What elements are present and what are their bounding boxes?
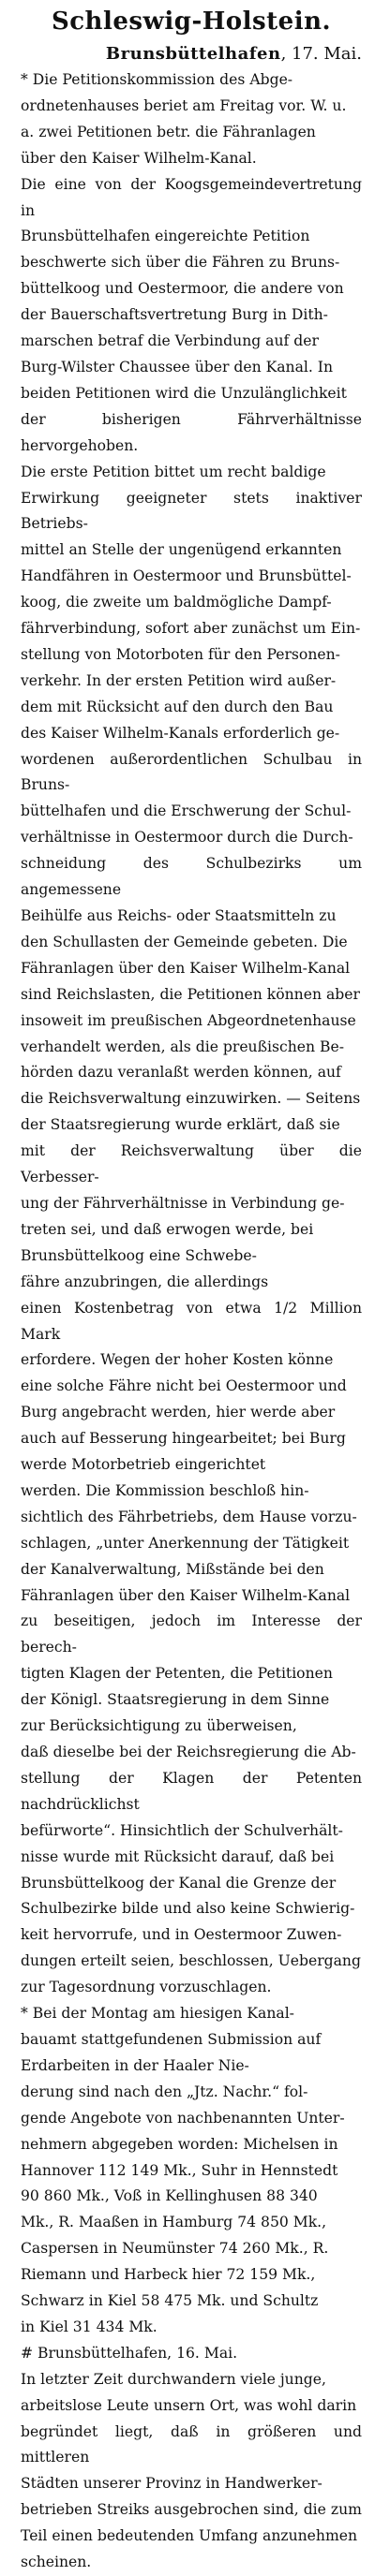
article-submission xyxy=(21,2001,362,2341)
text-line: * Die Petitionskommission des Abge- xyxy=(21,71,293,88)
text-line: Beihülfe aus Reichs- oder Staatsmitteln zu xyxy=(21,907,337,924)
text-line: Schulbezirke bilde und also keine Schwierig- xyxy=(21,1900,355,1918)
text-line: stellung von Motorboten für den Personen- xyxy=(21,645,340,663)
text-line: bauamt stattgefundenen Submission auf xyxy=(21,2030,322,2048)
text-line: Fähranlagen über den Kaiser Wilhelm-Kanal xyxy=(21,1586,351,1604)
text-line: 90 860 Mk., Voß in Kellinghusen 88 340 xyxy=(21,2187,318,2205)
text-line: Die eine von der Koogsgemeindevertretung in xyxy=(21,175,362,219)
text-line: Brunsbüttelkoog der Kanal die Grenze der xyxy=(21,1874,337,1892)
text-line: dungen erteilt seien, beschlossen, Uebergang xyxy=(21,1952,361,1970)
text-line: daß dieselbe bei der Reichsregierung die Ab- xyxy=(21,1744,356,1760)
text-line: beschwerte sich über die Fähren zu Bruns- xyxy=(21,254,340,272)
text-line: der Bauerschaftsvertretung Burg in Dith- xyxy=(21,306,328,324)
text-line: Brunsbüttelkoog eine Schwebe- xyxy=(21,1246,257,1264)
text-line: Erdarbeiten in der Haaler Nie- xyxy=(21,2056,249,2074)
text-line: zu beseitigen, jedoch im Interesse der berech- xyxy=(21,1612,362,1656)
text-line: büttelhafen und die Erschwerung der Schul- xyxy=(21,802,352,820)
text-line: * Bei der Montag am hiesigen Kanal- xyxy=(21,2005,294,2023)
text-line: schneidung des Schulbezirks um angemessene xyxy=(21,855,362,899)
text-line: treten sei, und daß erwogen werde, bei xyxy=(21,1220,314,1238)
text-line: Burg angebracht werden, hier werde aber xyxy=(21,1404,336,1421)
text-line: verkehr. In der ersten Petition wird außer- xyxy=(21,671,337,689)
text-line: der bisherigen Fährverhältnisse hervorgehoben. xyxy=(21,410,362,454)
text-line: derung sind nach den „Jtz. Nachr.“ fol- xyxy=(21,2083,308,2100)
text-line: schlagen, „unter Anerkennung der Tätigkeit xyxy=(21,1534,350,1552)
text-line: sichtlich des Fährbetriebs, dem Hause vorzu- xyxy=(21,1508,357,1525)
text-line: dem mit Rücksicht auf den durch den Bau xyxy=(21,698,334,715)
text-line: büttelkoog und Oestermoor, die andere von xyxy=(21,280,344,298)
text-line: Hannover 112 149 Mk., Suhr in Hennstedt xyxy=(21,2161,338,2179)
text-line: Die erste Petition bittet um recht baldige xyxy=(21,463,326,480)
article-brunsbuettelhafen xyxy=(21,2341,362,2576)
text-line: eine solche Fähre nicht bei Oestermoor und xyxy=(21,1377,347,1395)
text-line: in Kiel 31 434 Mk. xyxy=(21,2318,158,2335)
text-line: auch auf Besserung hingearbeitet; bei Burg xyxy=(21,1430,346,1448)
text-line: einen Kostenbetrag von etwa 1/2 Million Mark xyxy=(21,1299,362,1343)
text-line: Mk., R. Maaßen in Hamburg 74 850 Mk., xyxy=(21,2214,327,2231)
text-line: insoweit im preußischen Abgeordnetenhause xyxy=(21,1011,356,1029)
text-line: koog, die zweite um baldmögliche Dampf- xyxy=(21,594,332,611)
text-line: die Reichsverwaltung einzuwirken. — Seitens xyxy=(21,1090,361,1108)
text-line: erfordere. Wegen der hoher Kosten könne xyxy=(21,1351,334,1369)
text-line: Schwarz in Kiel 58 475 Mk. und Schultz xyxy=(21,2292,319,2310)
text-line: keit hervorrufe, und in Oestermoor Zuwen- xyxy=(21,1926,342,1944)
dateline xyxy=(21,43,362,66)
text-line: arbeitslose Leute unsern Ort, was wohl darin xyxy=(21,2396,357,2414)
text-line: den Schullasten der Gemeinde gebeten. Die xyxy=(21,933,348,950)
text-line: stellung der Klagen der Petenten nachdrücklichst xyxy=(21,1769,362,1813)
text-line: zur Tagesordnung vorzuschlagen. xyxy=(21,1979,272,1996)
text-line: hörden dazu veranlaßt werden können, auf xyxy=(21,1064,341,1082)
text-line: Riemann und Harbeck hier 72 159 Mk., xyxy=(21,2266,316,2284)
text-line: Teil einen bedeutenden Umfang anzunehmen xyxy=(21,2527,357,2545)
text-line: marschen betraf die Verbindung auf der xyxy=(21,332,319,350)
text-line: a. zwei Petitionen betr. die Fähranlagen xyxy=(21,123,316,140)
dateline-place: Brunsbüttelhafen xyxy=(105,44,281,64)
article-petition-commission xyxy=(21,67,362,2001)
text-line: mittel an Stelle der ungenügend erkannten xyxy=(21,541,342,559)
text-line: Burg-Wilster Chaussee über den Kanal. In xyxy=(21,358,333,375)
text-line: zur Berücksichtigung zu überweisen, xyxy=(21,1717,297,1735)
text-line: werde Motorbetrieb eingerichtet xyxy=(21,1456,266,1474)
text-line: # Brunsbüttelhafen, 16. Mai. xyxy=(21,2344,238,2362)
text-line: der Kanalverwaltung, Mißstände bei den xyxy=(21,1560,324,1578)
section-heading: Schleswig-Holstein. xyxy=(51,7,332,36)
text-line: Handfähren in Oestermoor und Brunsbüttel- xyxy=(21,567,352,585)
text-line: der Staatsregierung wurde erklärt, daß sie xyxy=(21,1116,340,1134)
text-line: mit der Reichsverwaltung über die Verbesser- xyxy=(21,1142,362,1186)
text-line: der Königl. Staatsregierung in dem Sinne xyxy=(21,1691,330,1709)
text-line: begründet liegt, daß in größeren und mittleren xyxy=(21,2422,362,2466)
text-line: ordnetenhauses beriet am Freitag vor. W. u. xyxy=(21,96,347,114)
text-line: Caspersen in Neumünster 74 260 Mk., R. xyxy=(21,2240,329,2258)
text-line: Erwirkung geeigneter stets inaktiver Betriebs- xyxy=(21,489,362,533)
text-line: In letzter Zeit durchwandern viele junge, xyxy=(21,2370,326,2388)
text-line: betrieben Streiks ausgebrochen sind, die zum xyxy=(21,2501,362,2519)
text-line: sind Reichslasten, die Petitionen können aber xyxy=(21,985,360,1003)
text-line: tigten Klagen der Petenten, die Petitionen xyxy=(21,1665,333,1683)
text-line: über den Kaiser Wilhelm-Kanal. xyxy=(21,149,257,167)
text-line: verhältnisse in Oestermoor durch die Durch- xyxy=(21,829,353,846)
dateline-date: , 17. Mai. xyxy=(280,44,362,64)
text-line: ung der Fährverhältnisse in Verbindung ge- xyxy=(21,1194,345,1212)
text-line: beiden Petitionen wird die Unzulänglichkeit xyxy=(21,384,347,402)
text-line: gende Angebote von nachbenannten Unter- xyxy=(21,2109,345,2127)
text-line: Städten unserer Provinz in Handwerker- xyxy=(21,2475,322,2493)
text-line: wordenen außerordentlichen Schulbau in Bruns- xyxy=(21,750,362,794)
text-line: verhandelt werden, als die preußischen Be- xyxy=(21,1038,344,1055)
text-line: Fähranlagen über den Kaiser Wilhelm-Kanal xyxy=(21,959,351,977)
text-line: fährverbindung, sofort aber zunächst um Ein- xyxy=(21,620,361,638)
text-line: nisse wurde mit Rücksicht darauf, daß bei xyxy=(21,1847,335,1865)
text-line: des Kaiser Wilhelm-Kanals erforderlich ge- xyxy=(21,724,340,742)
text-line: Brunsbüttelhafen eingereichte Petition xyxy=(21,228,310,245)
text-line: nehmern abgegeben worden: Michelsen in xyxy=(21,2135,338,2153)
text-line: werden. Die Kommission beschloß hin- xyxy=(21,1481,309,1499)
text-line: befürworte“. Hinsichtlich der Schulverhält- xyxy=(21,1821,343,1839)
text-line: fähre anzubringen, die allerdings xyxy=(21,1273,269,1290)
text-line: scheinen. xyxy=(21,2554,92,2571)
